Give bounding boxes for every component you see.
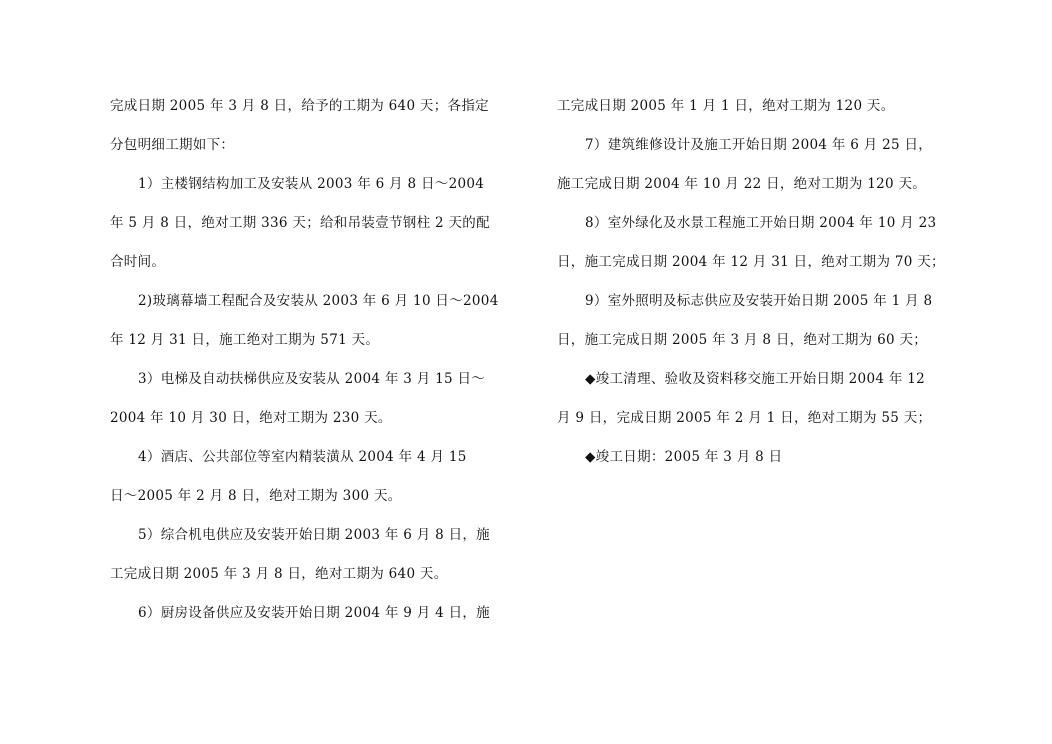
text-line: 合时间。	[110, 254, 166, 270]
text-line: 年 5 月 8 日，绝对工期 336 天；给和吊装壹节钢柱 2 天的配	[110, 215, 490, 231]
text-line: 工完成日期 2005 年 3 月 8 日，绝对工期为 640 天。	[110, 566, 448, 582]
text-line: ◆竣工清理、验收及资料移交施工开始日期 2004 年 12	[585, 371, 925, 387]
text-line: 工完成日期 2005 年 1 月 1 日，绝对工期为 120 天。	[557, 98, 895, 114]
left-text-column	[110, 93, 505, 639]
text-line: 2)玻璃幕墙工程配合及安装从 2003 年 6 月 10 日～2004	[138, 293, 499, 309]
text-line: 2004 年 10 月 30 日，绝对工期为 230 天。	[110, 410, 392, 426]
text-line: 1）主楼钢结构加工及安装从 2003 年 6 月 8 日～2004	[138, 176, 485, 192]
text-line: 日，施工完成日期 2004 年 12 月 31 日，绝对工期为 70 天；	[557, 254, 945, 270]
text-line: 完成日期 2005 年 3 月 8 日，给予的工期为 640 天；各指定	[110, 98, 489, 114]
text-line: 7）建筑维修设计及施工开始日期 2004 年 6 月 25 日，	[585, 137, 933, 153]
text-line: 日，施工完成日期 2005 年 3 月 8 日，绝对工期为 60 天；	[557, 332, 928, 348]
text-line: 分包明细工期如下：	[110, 137, 235, 153]
text-line: 4）酒店、公共部位等室内精装潢从 2004 年 4 月 15	[138, 449, 467, 465]
right-text-column	[557, 93, 952, 483]
text-line: 5）综合机电供应及安装开始日期 2003 年 6 月 8 日，施	[138, 527, 490, 543]
text-line: 月 9 日，完成日期 2005 年 2 月 1 日，绝对工期为 55 天；	[557, 410, 932, 426]
text-line: 施工完成日期 2004 年 10 月 22 日，绝对工期为 120 天。	[557, 176, 927, 192]
text-line: 日～2005 年 2 月 8 日，绝对工期为 300 天。	[110, 488, 402, 504]
text-line: 6）厨房设备供应及安装开始日期 2004 年 9 月 4 日，施	[138, 605, 490, 621]
text-line: ◆竣工日期：2005 年 3 月 8 日	[585, 449, 783, 465]
text-line: 9）室外照明及标志供应及安装开始日期 2005 年 1 月 8	[585, 293, 933, 309]
text-line: 3）电梯及自动扶梯供应及安装从 2004 年 3 月 15 日～	[138, 371, 486, 387]
text-line: 8）室外绿化及水景工程施工开始日期 2004 年 10 月 23	[585, 215, 937, 231]
text-line: 年 12 月 31 日，施工绝对工期为 571 天。	[110, 332, 380, 348]
